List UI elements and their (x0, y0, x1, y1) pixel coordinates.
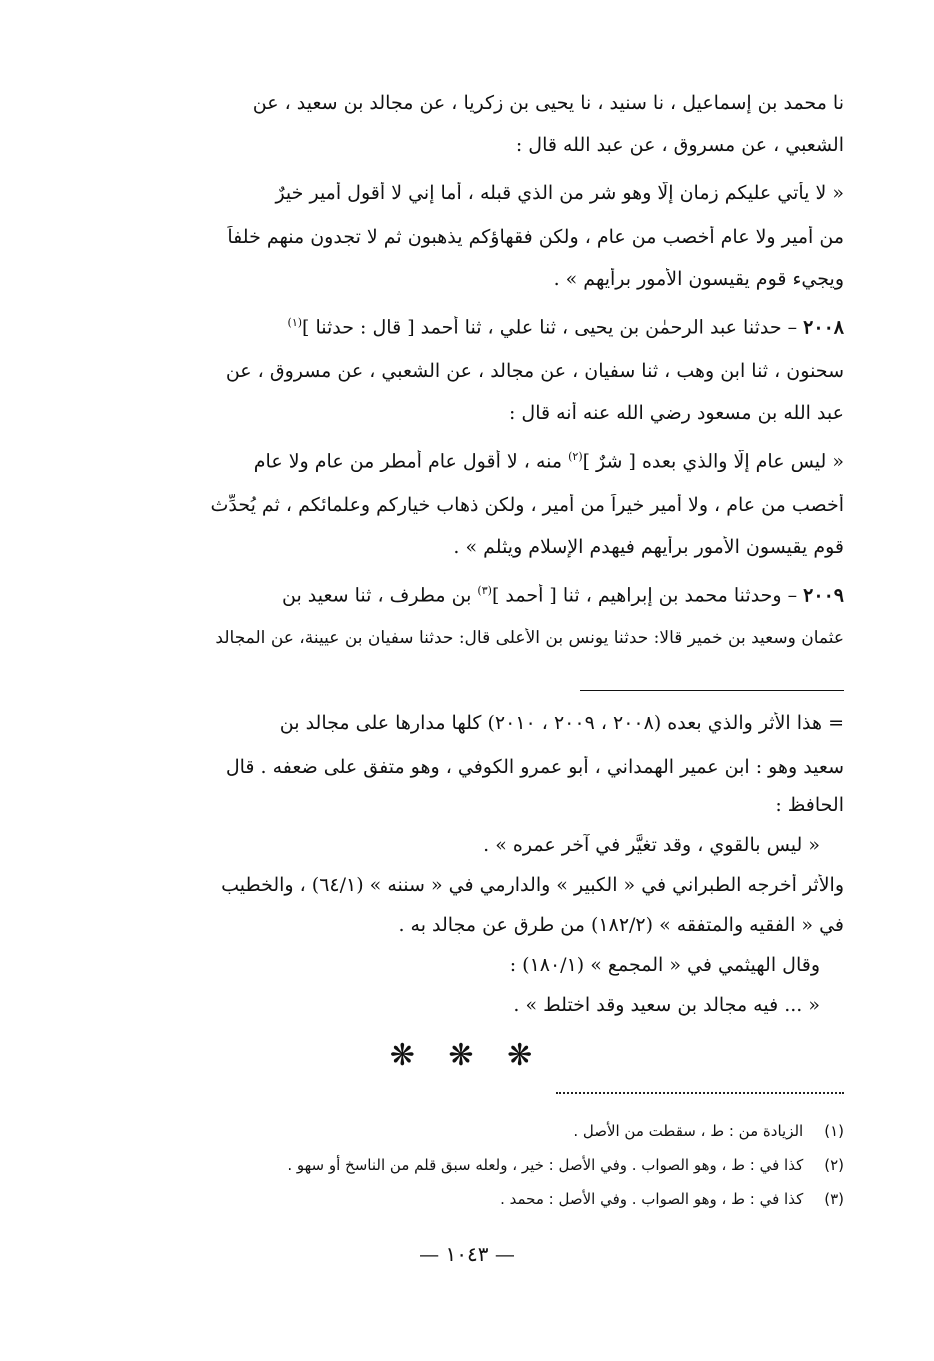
footnote-ref-3: (٣) (477, 584, 492, 597)
hadith-2008-quote-1 (150, 450, 844, 472)
footnote-ref-2: (٢) (568, 450, 583, 463)
hadith-2008-quote-2: أخصب من عام ، ولا أمير خيراً من أمير ، ولكن ذهاب خياركم وعلمائكم ، ثم يُحدِّث (210, 494, 844, 516)
footnote-3-number: (٣) (824, 1190, 844, 1208)
hadith-2009-line-2: عثمان وسعيد بن خمير قالا: حدثنا يونس بن الأعلى قال: حدثنا سفيان بن عيينة، عن المجالد (215, 628, 844, 648)
hadith-2008-line-3: عبد الله بن مسعود رضي الله عنه أنه قال : (508, 402, 844, 424)
hadith-2009-line-1 (150, 584, 844, 606)
quote-part-b: منه ، لا أقول عام أمطر من عام ولا عام (253, 450, 563, 473)
hadith-2009-text-a: – وحدثنا محمد بن إبراهيم ، ثنا [ أحمد ] (491, 584, 798, 607)
body-line-1: نا محمد بن إسماعيل ، نا سنيد ، نا يحيى بن زكريا ، عن مجالد بن سعيد ، عن (252, 92, 844, 114)
footnote-1-number: (١) (824, 1122, 844, 1140)
hadith-2008-line-2: سحنون ، ثنا ابن وهب ، ثنا سفيان ، عن مجالد ، عن الشعبي ، عن مسروق ، عن (225, 360, 844, 382)
footnote-1 (140, 1122, 844, 1140)
body-line-2: الشعبي ، عن مسروق ، عن عبد الله قال : (515, 134, 844, 156)
footnote-2 (140, 1156, 844, 1174)
quote-part-a: « ليس عام إلَّا والذي بعده [ شرٌ ] (582, 450, 844, 473)
note-line-6: في « الفقيه والمتفقه » (١٨٢/٢) من طرقٍ عن مجالد به . (398, 914, 844, 936)
hadith-2009-number: ٢٠٠٩ (803, 584, 844, 607)
note-line-3: الحافظ : (775, 794, 844, 816)
hadith-2008-quote-3: قوم يقيسون الأمور برأيهم فيهدم الإسلام ويثلم » . (453, 536, 844, 558)
note-line-1: = هذا الأثر والذي بعده (٢٠٠٨ ، ٢٠٠٩ ، ٢٠١٠) كلها مدارها على مجالد بن (279, 712, 844, 734)
footnote-1-text: الزيادة من : ط ، سقطت من الأصل . (573, 1122, 804, 1140)
page-number: — ١٠٤٣ — (419, 1242, 515, 1266)
body-line-3: « لا يأتي عليكم زمان إلَّا وهو شر من الذي قبله ، أما إني لا أقول أمير خيرٌ (275, 182, 844, 204)
hadith-2008-text-1: – حدثنا عبد الرحمٰن بن يحيى ، ثنا علي ، ثنا أحمد [ قال : حدثنا ] (302, 316, 798, 339)
hadith-2008-line-1 (150, 316, 844, 338)
footnote-2-text: كذا في : ط ، وهو الصواب . وفي الأصل : خير ، ولعله سبق قلم من الناسخ أو سهو . (287, 1156, 804, 1174)
footnote-3-text: كذا في : ط ، وهو الصواب . وفي الأصل : محمد . (500, 1190, 804, 1208)
note-line-4: « ليس بالقوي ، وقد تغيَّر في آخر عمره » . (483, 834, 820, 856)
body-line-4: من أمير ولا عام أخصب من عام ، ولكن فقهاؤكم يذهبون ثم لا تجدون منهم خلفاً (227, 226, 844, 248)
notes-divider (580, 690, 844, 691)
footnote-2-number: (٢) (824, 1156, 844, 1174)
hadith-2008-number: ٢٠٠٨ (803, 316, 844, 339)
note-line-7: وقال الهيثمي في « المجمع » (١٨٠/١) : (509, 954, 820, 976)
footnote-divider (556, 1092, 844, 1094)
section-separator: ❋ ❋ ❋ (389, 1038, 545, 1073)
footnote-3 (140, 1190, 844, 1208)
note-line-5: والأثر أخرجه الطبراني في « الكبير » والدارمي في « سننه » (٦٤/١) ، والخطيب (221, 874, 844, 896)
footnote-ref-1: (١) (287, 316, 303, 329)
note-line-8: « ... فيه مجالد بن سعيد وقد اختلط » . (513, 994, 820, 1016)
hadith-2009-text-b: بن مطرف ، ثنا سعيد بن (281, 584, 472, 607)
body-line-5: ويجيء قوم يقيسون الأمور برأيهم » . (553, 268, 844, 290)
note-line-2: سعيد وهو : ابن عمير الهمداني ، أبو عمرو الكوفي ، وهو متفق على ضعفه . قال (225, 756, 844, 778)
